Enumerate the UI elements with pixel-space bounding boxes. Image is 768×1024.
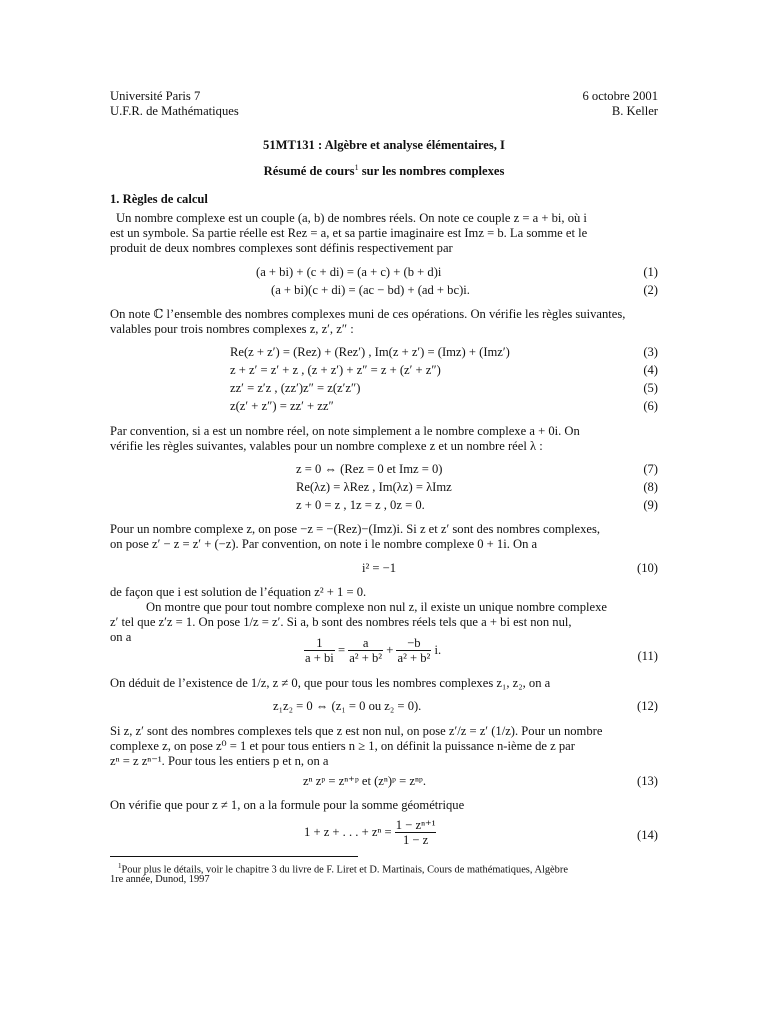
paragraph-line: complexe z, on pose z⁰ = 1 et pour tous entiers n ≥ 1, on définit la puissance n-ième de z par [110, 739, 575, 753]
equation-number: (6) [643, 399, 658, 413]
equation-7: z = 0 ⇔ (Rez = 0 et Imz = 0) [296, 462, 443, 476]
equation-6: z(z′ + z″) = zz′ + zz″ [230, 399, 334, 413]
equation-4: z + z′ = z′ + z , (z + z′) + z″ = z + (z′ + z″) [230, 363, 441, 377]
fraction [395, 818, 437, 847]
paragraph-line: on pose z′ − z = z′ + (−z). Par convention, on note i le nombre complexe 0 + 1i. On a [110, 537, 538, 551]
footnote-rule [110, 856, 358, 857]
equation-number: (7) [643, 462, 658, 476]
paragraph-line: Par convention, si a est un nombre réel, on note simplement a le nombre complexe a + 0i. On [110, 424, 580, 438]
footnote-text: Pour plus le détails, voir le chapitre 3 du livre de F. Liret et D. Martinais, Cours de mathématiques, Algèbre [121, 864, 568, 876]
equation-12: z₁z₂ = 0 ⇔ (z₁ = 0 ou z₂ = 0). [273, 699, 422, 713]
equation-11: $\frac{1}{a + bi}$ = $\frac{a}{\text{a² + b²}}$ + $\frac{-b}{\text{a² + b²}}$ i. [305, 636, 442, 665]
fraction-numerator: 1 [304, 636, 335, 651]
fraction [396, 636, 431, 665]
equation-number: (2) [643, 283, 658, 297]
equation-number: (3) [643, 345, 658, 359]
paragraph-line: Si z, z′ sont des nombres complexes tels que z est non nul, on pose z′/z = z′ (1/z). Pour un nombre [110, 724, 603, 738]
equation-number: (5) [643, 381, 658, 395]
fraction-denominator: a² + b² [397, 651, 431, 665]
paragraph-line: Un nombre complexe est un couple (a, b) de nombres réels. On note ce couple z = a + bi, où i [116, 211, 587, 225]
paragraph-line: On montre que pour tout nombre complexe non nul z, il existe un unique nombre complexe [146, 600, 607, 614]
paragraph-line: zⁿ = z zⁿ⁻¹. Pour tous les entiers p et n, on a [110, 754, 329, 768]
footnote-line: 1re année, Dunod, 1997 [110, 874, 210, 885]
title-footnote-mark: 1 [354, 163, 359, 172]
footnote-mark: 1 [118, 862, 122, 870]
university-name: Université Paris 7 [110, 89, 201, 103]
equation-number: (12) [637, 699, 658, 713]
course-title: 51MT131 : Algèbre et analyse élémentaires, I [263, 138, 505, 152]
fraction-denominator: a² + b² [349, 651, 383, 665]
equation-number: (10) [637, 561, 658, 575]
paragraph-line: z′ tel que z′z = 1. On pose 1/z = z′. Si a, b sont des nombres réels tels que a + bi est non nul, [110, 615, 572, 629]
section-heading: 1. Règles de calcul [110, 192, 208, 206]
paragraph-line: de façon que i est solution de l’équation z² + 1 = 0. [110, 585, 367, 599]
equation-number: (14) [637, 828, 658, 842]
resume-title-b: sur les nombres complexes [358, 164, 505, 179]
fraction-numerator: −b [396, 636, 431, 651]
fraction-numerator: 1 − zⁿ⁺¹ [395, 818, 436, 832]
equation-number: (13) [637, 774, 658, 788]
paragraph-line: valables pour trois nombres complexes z, z′, z″ : [110, 322, 354, 336]
equation-14 [304, 818, 436, 847]
equation-8: Re(λz) = λRez , Im(λz) = λImz [296, 480, 452, 494]
fraction [348, 636, 383, 665]
equation-3: Re(z + z′) = (Rez) + (Rez′) , Im(z + z′) = (Imz) + (Imz′) [230, 345, 510, 359]
equation-9: z + 0 = z , 1z = z , 0z = 0. [296, 498, 425, 512]
paragraph-line: On vérifie que pour z ≠ 1, on a la formule pour la somme géométrique [110, 798, 465, 812]
fraction-denominator: a + bi [305, 651, 334, 665]
equation-tail: i. [434, 643, 442, 657]
document-date: 6 octobre 2001 [582, 89, 658, 103]
equation-number: (1) [643, 265, 658, 279]
equation-1: (a + bi) + (c + di) = (a + c) + (b + d)i [256, 265, 442, 279]
equation-13: zⁿ zᵖ = zⁿ⁺ᵖ et (zⁿ)ᵖ = zⁿᵖ. [303, 774, 426, 788]
author-name: B. Keller [611, 104, 658, 118]
equation-2: (a + bi)(c + di) = (ac − bd) + (ad + bc)i. [271, 283, 470, 297]
equation-number: (4) [643, 363, 658, 377]
resume-title [0, 160, 768, 179]
paragraph-line: produit de deux nombres complexes sont définis respectivement par [110, 241, 453, 255]
resume-title-a: Résumé de cours [263, 164, 355, 179]
department-name: U.F.R. de Mathématiques [110, 104, 239, 118]
equation-number: (8) [643, 480, 658, 494]
fraction-numerator: a [348, 636, 383, 651]
fraction-denominator: 1 − z [402, 833, 429, 847]
equation-10: i² = −1 [362, 561, 397, 575]
fraction [304, 636, 335, 665]
equation-number: (11) [637, 649, 658, 663]
paragraph-line: on a [110, 630, 132, 644]
paragraph-line: est un symbole. Sa partie réelle est Rez = a, et sa partie imaginaire est Imz = b. La somme et le [110, 226, 588, 240]
paragraph-line: vérifie les règles suivantes, valables pour un nombre complexe z et un nombre réel λ : [110, 439, 543, 453]
paragraph-line: On note ℂ l’ensemble des nombres complexes muni de ces opérations. On vérifie les règles suivantes, [110, 307, 626, 321]
paragraph-line: Pour un nombre complexe z, on pose −z = −(Rez)−(Imz)i. Si z et z′ sont des nombres complexes, [110, 522, 601, 536]
equation-5: zz′ = z′z , (zz′)z″ = z(z′z″) [230, 381, 361, 395]
equation-number: (9) [643, 498, 658, 512]
equation-lhs: 1 + z + . . . + zⁿ = [304, 825, 392, 839]
paragraph-line: On déduit de l’existence de 1/z, z ≠ 0, que pour tous les nombres complexes z₁, z₂, on a [110, 676, 551, 690]
